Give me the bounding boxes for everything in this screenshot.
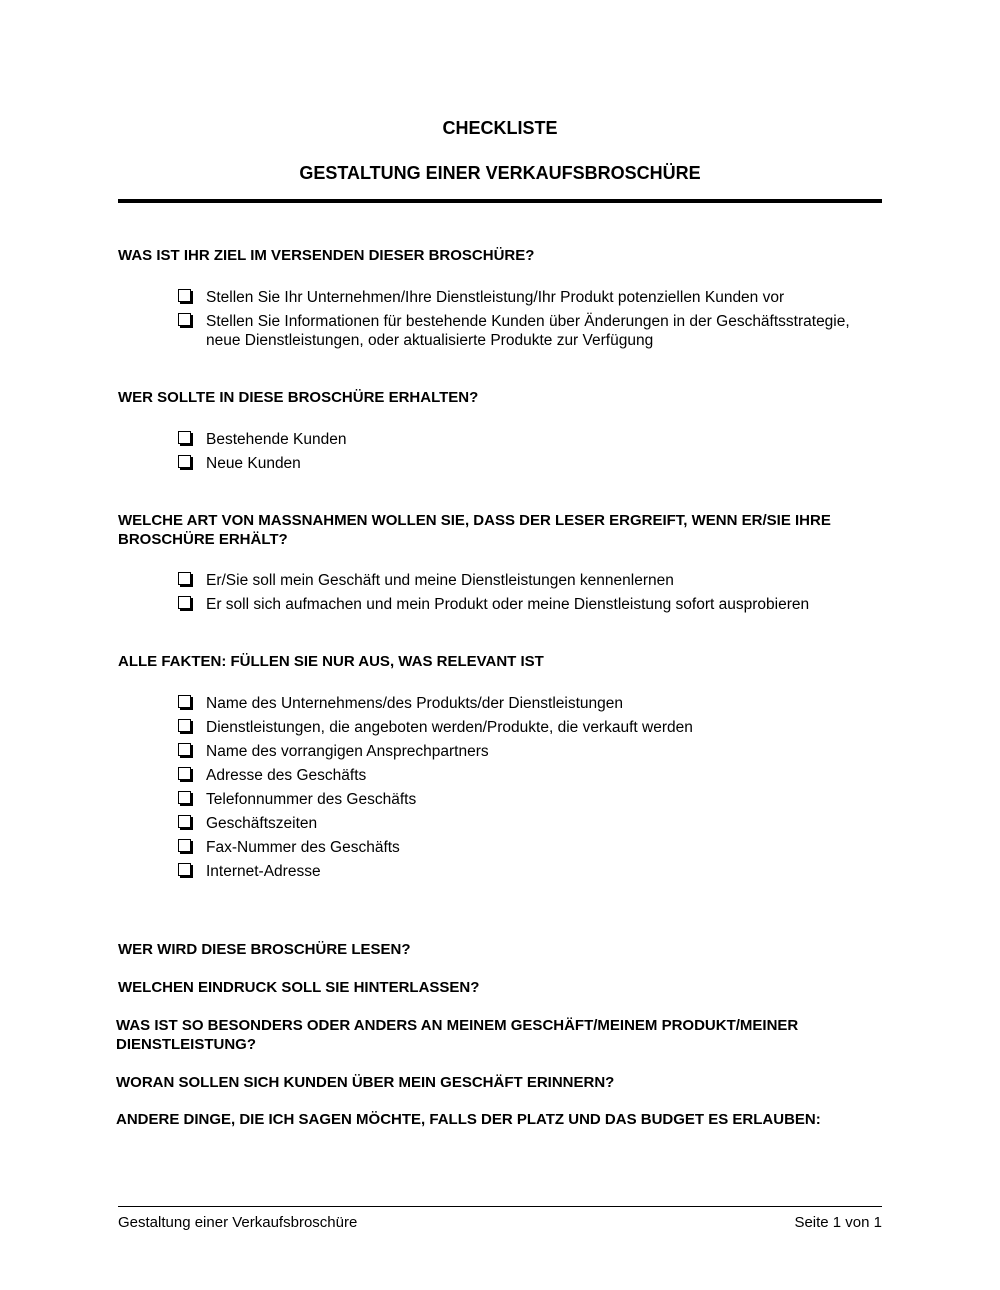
checklist-item[interactable] (178, 718, 878, 737)
checkbox-icon[interactable] (178, 431, 191, 444)
checkbox-icon[interactable] (178, 313, 191, 326)
checklist-actions (178, 571, 878, 619)
checklist-item[interactable] (178, 694, 878, 713)
checklist-item[interactable] (178, 454, 878, 473)
question-other: ANDERE DINGE, DIE ICH SAGEN MÖCHTE, FALLS DER PLATZ UND DAS BUDGET ES ERLAUBEN: (116, 1111, 821, 1128)
checklist-item[interactable] (178, 595, 878, 614)
footer-page-number: Seite 1 von 1 (794, 1214, 882, 1231)
checklist-item[interactable] (178, 838, 878, 857)
checklist-item[interactable] (178, 571, 878, 590)
checklist-item[interactable] (178, 766, 878, 785)
footer-divider (118, 1206, 882, 1207)
checklist-item-label: Er soll sich aufmachen und mein Produkt oder meine Dienstleistung sofort ausprobieren (206, 596, 810, 613)
footer-document-title: Gestaltung einer Verkaufsbroschüre (118, 1214, 358, 1231)
checkbox-icon[interactable] (178, 596, 191, 609)
section-heading-goal: WAS IST IHR ZIEL IM VERSENDEN DIESER BROSCHÜRE? (118, 247, 535, 264)
checklist-item-label: Name des vorrangigen Ansprechpartners (206, 743, 489, 760)
checkbox-icon[interactable] (178, 695, 191, 708)
checkbox-icon[interactable] (178, 839, 191, 852)
checkbox-icon[interactable] (178, 572, 191, 585)
checklist-item[interactable] (178, 742, 878, 761)
question-special: WAS IST SO BESONDERS ODER ANDERS AN MEINEM GESCHÄFT/MEINEM PRODUKT/MEINER DIENSTLEISTUNG? (116, 1017, 799, 1053)
checklist-item-label: Stellen Sie Informationen für bestehende Kunden über Änderungen in der Geschäftsstrategie, neue Dienstleistungen, oder aktualisierte Produkte zur Verfügung (206, 313, 850, 349)
checklist-item[interactable] (178, 814, 878, 833)
checkbox-icon[interactable] (178, 767, 191, 780)
checklist-item-label: Telefonnummer des Geschäfts (206, 791, 417, 808)
checklist-item[interactable] (178, 312, 878, 350)
checkbox-icon[interactable] (178, 743, 191, 756)
page-title: CHECKLISTE (442, 118, 558, 138)
page-subtitle: GESTALTUNG EINER VERKAUFSBROSCHÜRE (299, 163, 701, 183)
checkbox-icon[interactable] (178, 815, 191, 828)
section-heading-actions: WELCHE ART VON MASSNAHMEN WOLLEN SIE, DASS DER LESER ERGREIFT, WENN ER/SIE IHRE BROSCHÜRE ERHÄLT? (118, 512, 831, 548)
section-heading-audience: WER SOLLTE IN DIESE BROSCHÜRE ERHALTEN? (118, 389, 479, 406)
checklist-item-label: Fax-Nummer des Geschäfts (206, 839, 400, 856)
checklist-audience (178, 430, 878, 478)
checkbox-icon[interactable] (178, 791, 191, 804)
question-readers: WER WIRD DIESE BROSCHÜRE LESEN? (118, 941, 411, 958)
checklist-facts (178, 694, 878, 886)
checkbox-icon[interactable] (178, 289, 191, 302)
checklist-goal (178, 288, 878, 355)
checklist-item-label: Neue Kunden (206, 455, 301, 472)
checklist-item-label: Name des Unternehmens/des Produkts/der Dienstleistungen (206, 695, 624, 712)
checklist-item[interactable] (178, 862, 878, 881)
checklist-item-label: Dienstleistungen, die angeboten werden/Produkte, die verkauft werden (206, 719, 693, 736)
checkbox-icon[interactable] (178, 863, 191, 876)
checklist-item-label: Internet-Adresse (206, 863, 321, 880)
checklist-item[interactable] (178, 288, 878, 307)
section-heading-facts: ALLE FAKTEN: FÜLLEN SIE NUR AUS, WAS RELEVANT IST (118, 653, 544, 670)
checklist-item-label: Er/Sie soll mein Geschäft und meine Dienstleistungen kennenlernen (206, 572, 674, 589)
question-remember: WORAN SOLLEN SICH KUNDEN ÜBER MEIN GESCHÄFT ERINNERN? (116, 1074, 615, 1091)
checklist-item-label: Adresse des Geschäfts (206, 767, 367, 784)
checklist-item-label: Geschäftszeiten (206, 815, 318, 832)
checklist-item-label: Stellen Sie Ihr Unternehmen/Ihre Dienstleistung/Ihr Produkt potenziellen Kunden vor (206, 289, 785, 306)
checklist-item-label: Bestehende Kunden (206, 431, 347, 448)
title-divider (118, 199, 882, 203)
checkbox-icon[interactable] (178, 455, 191, 468)
checkbox-icon[interactable] (178, 719, 191, 732)
checklist-item[interactable] (178, 430, 878, 449)
question-impression: WELCHEN EINDRUCK SOLL SIE HINTERLASSEN? (118, 979, 480, 996)
checklist-item[interactable] (178, 790, 878, 809)
